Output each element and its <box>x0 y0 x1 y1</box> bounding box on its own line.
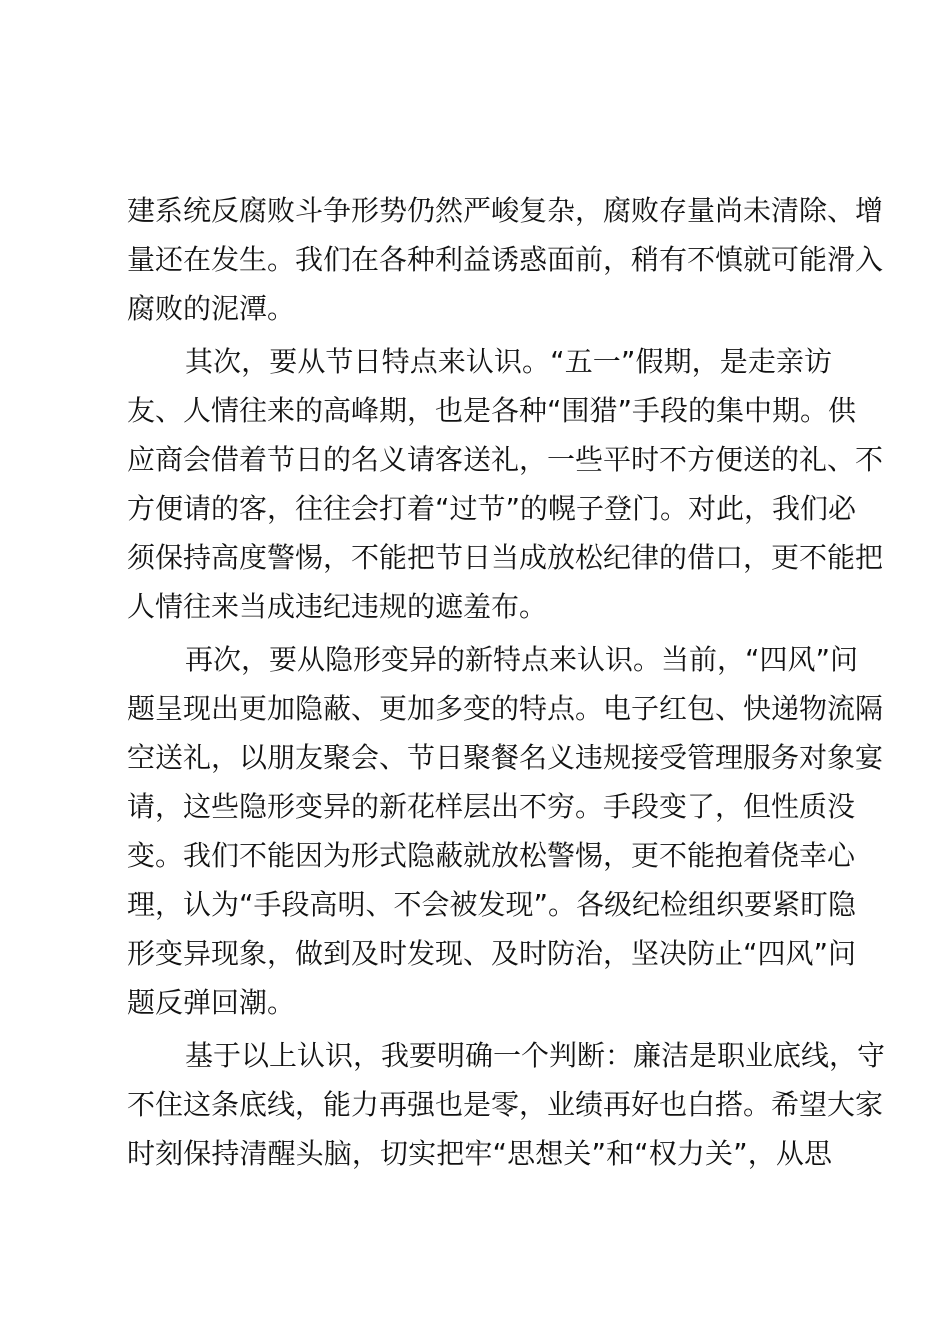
text-line: 题反弹回潮。 <box>127 986 296 1019</box>
paragraph-3 <box>127 635 884 1027</box>
text-line: 再次，要从隐形变异的新特点来认识。当前，“四风”问 <box>185 643 859 676</box>
text-line: 不住这条底线，能力再强也是零，业绩再好也白搭。希望大家 <box>127 1088 884 1121</box>
paragraph-2 <box>127 337 884 631</box>
text-line: 空送礼，以朋友聚会、节日聚餐名义违规接受管理服务对象宴 <box>127 741 884 774</box>
text-line: 其次，要从节日特点来认识。“五一”假期，是走亲访 <box>185 345 832 378</box>
text-line: 基于以上认识，我要明确一个判断：廉洁是职业底线，守 <box>185 1039 886 1072</box>
paragraph-4 <box>127 1031 886 1178</box>
text-line: 应商会借着节日的名义请客送礼，一些平时不方便送的礼、不 <box>127 443 884 476</box>
text-line: 请，这些隐形变异的新花样层出不穷。手段变了，但性质没 <box>127 790 856 823</box>
paragraph-1 <box>127 186 884 333</box>
text-line: 方便请的客，往往会打着“过节”的幌子登门。对此，我们必 <box>127 492 857 525</box>
text-line: 须保持高度警惕，不能把节日当成放松纪律的借口，更不能把 <box>127 541 884 574</box>
text-line: 量还在发生。我们在各种利益诱惑面前，稍有不慎就可能滑入 <box>127 243 884 276</box>
text-line: 腐败的泥潭。 <box>127 292 296 325</box>
text-line: 友、人情往来的高峰期，也是各种“围猎”手段的集中期。供 <box>127 394 857 427</box>
text-line: 人情往来当成违纪违规的遮羞布。 <box>127 590 548 623</box>
text-line: 时刻保持清醒头脑，切实把牢“思想关”和“权力关”，从思 <box>127 1137 832 1170</box>
text-line: 建系统反腐败斗争形势仍然严峻复杂，腐败存量尚未清除、增 <box>127 194 884 227</box>
text-line: 变。我们不能因为形式隐蔽就放松警惕，更不能抱着侥幸心 <box>127 839 856 872</box>
text-line: 理，认为“手段高明、不会被发现”。各级纪检组织要紧盯隐 <box>127 888 857 921</box>
document-page <box>127 186 886 1182</box>
text-line: 形变异现象，做到及时发现、及时防治，坚决防止“四风”问 <box>127 937 857 970</box>
text-line: 题呈现出更加隐蔽、更加多变的特点。电子红包、快递物流隔 <box>127 692 884 725</box>
